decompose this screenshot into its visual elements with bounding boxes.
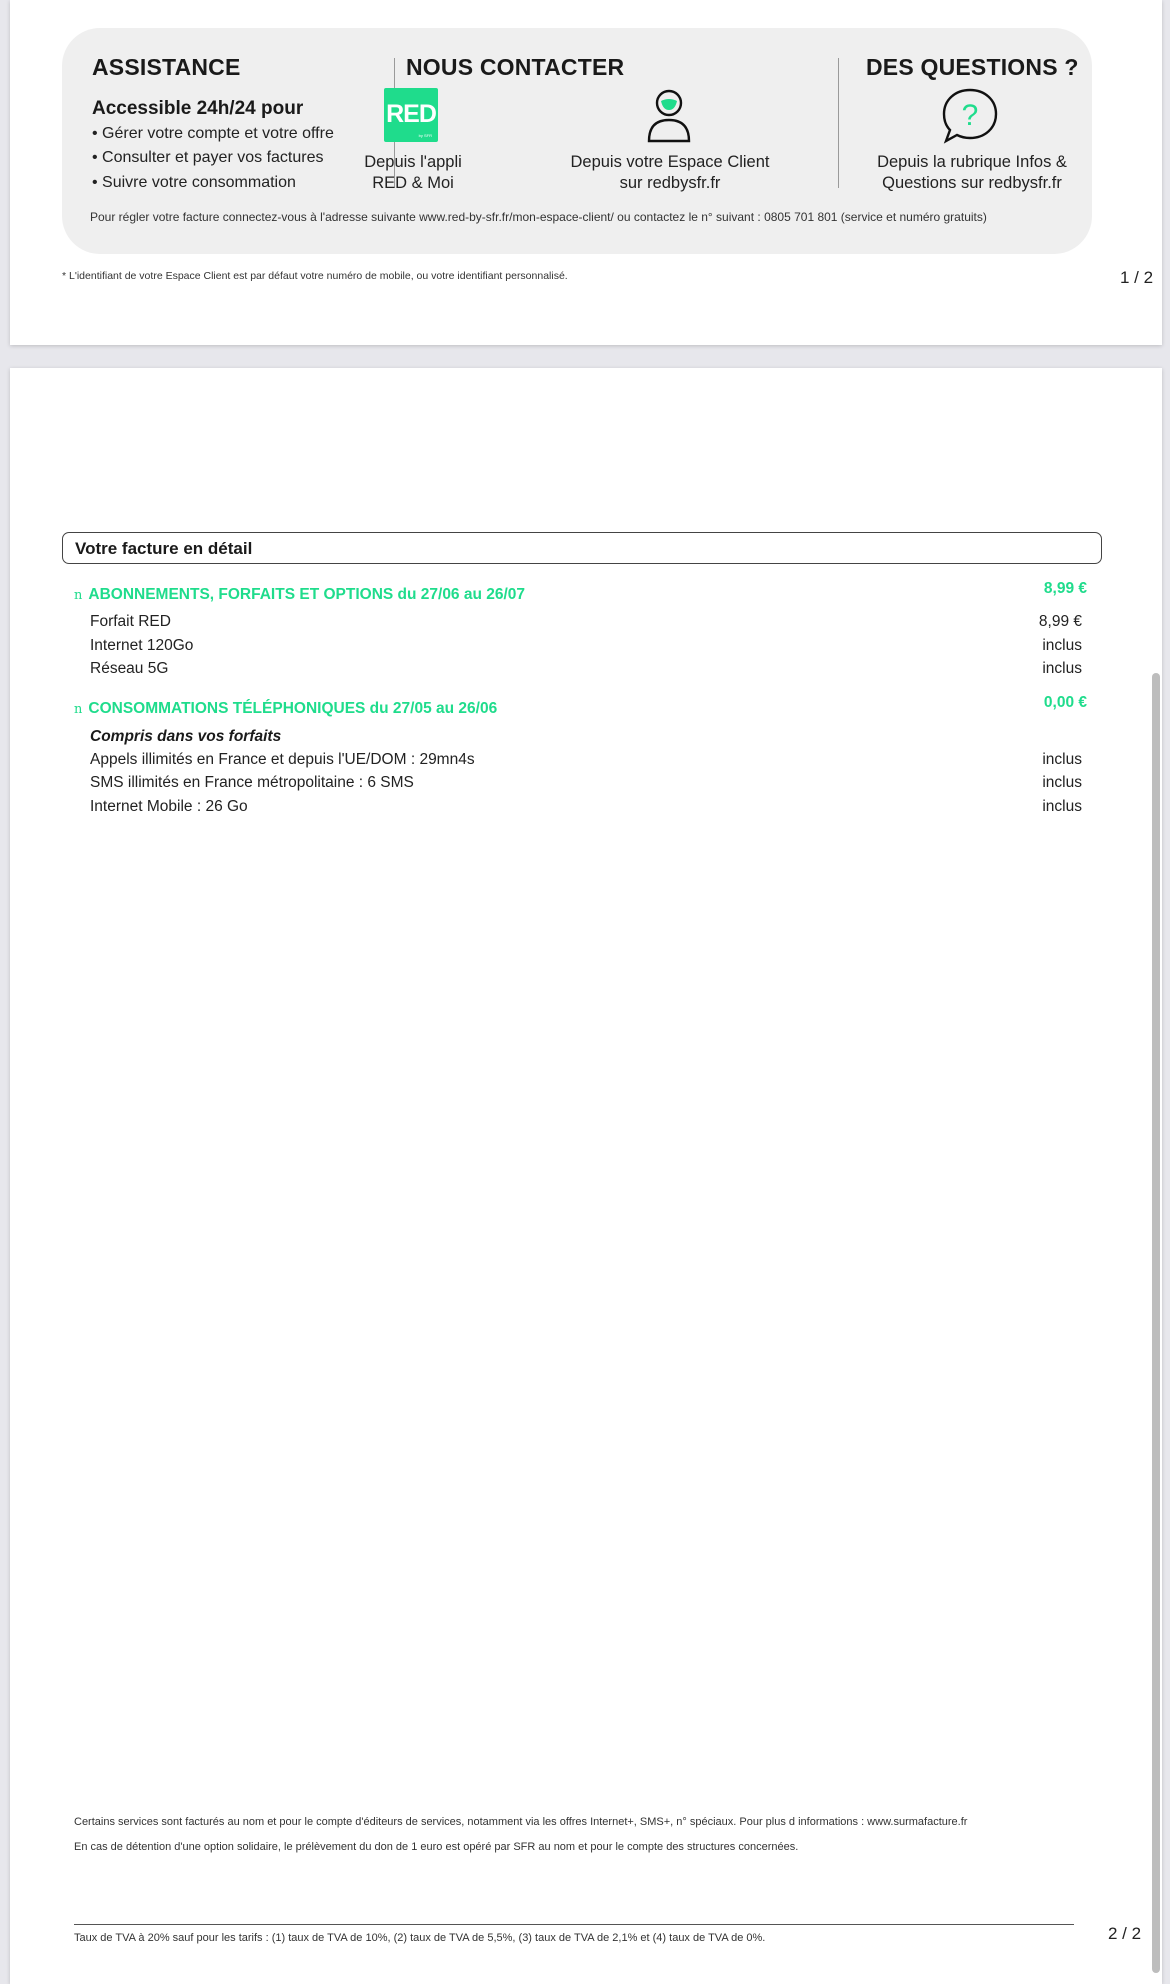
section-subtitle: Compris dans vos forfaits bbox=[90, 728, 282, 745]
line-value: inclus bbox=[1042, 751, 1082, 768]
line-value: inclus bbox=[1042, 660, 1082, 677]
line-label: Appels illimités en France et depuis l'UE/DOM : 29mn4s bbox=[90, 751, 475, 768]
app-caption-line: RED & Moi bbox=[372, 174, 454, 192]
line-label: Forfait RED bbox=[90, 613, 171, 630]
red-logo-small: by SFR bbox=[418, 133, 432, 138]
section-title-text: CONSOMMATIONS TÉLÉPHONIQUES du 27/05 au 26/06 bbox=[88, 700, 498, 717]
invoice-line bbox=[90, 637, 1082, 657]
page-number: 2 / 2 bbox=[1108, 1924, 1142, 1943]
line-label: Réseau 5G bbox=[90, 660, 169, 677]
questions-caption-line: Depuis la rubrique Infos & bbox=[877, 153, 1067, 171]
app-caption-line: Depuis l'appli bbox=[364, 153, 462, 171]
client-space-caption bbox=[552, 152, 788, 194]
line-label: Internet 120Go bbox=[90, 637, 194, 654]
questions-caption-line: Questions sur redbysfr.fr bbox=[882, 174, 1062, 192]
invoice-line bbox=[90, 798, 1082, 818]
detail-title: Votre facture en détail bbox=[75, 539, 253, 558]
scrollbar[interactable] bbox=[1152, 673, 1160, 1973]
invoice-line bbox=[90, 660, 1082, 680]
payment-note: Pour régler votre facture connectez-vous à l'adresse suivante www.red-by-sfr.fr/mon-espace-client/ ou contactez le n° suivant : 0805 701 801 (service et numéro gratuits) bbox=[90, 210, 987, 224]
divider bbox=[74, 1924, 1074, 1925]
contact-title: NOUS CONTACTER bbox=[406, 54, 625, 80]
assistance-box bbox=[62, 28, 1092, 254]
questions-title: DES QUESTIONS ? bbox=[866, 54, 1079, 80]
section-amount: 0,00 € bbox=[1043, 694, 1087, 711]
line-value: inclus bbox=[1042, 774, 1082, 791]
invoice-line bbox=[90, 751, 1082, 771]
detail-header bbox=[62, 532, 1102, 564]
red-app-logo[interactable] bbox=[384, 88, 438, 142]
invoice-line bbox=[90, 613, 1082, 633]
assistance-bullet: • Gérer votre compte et votre offre bbox=[92, 125, 334, 142]
section-marker: n bbox=[74, 702, 83, 717]
section-amount: 8,99 € bbox=[1043, 580, 1087, 597]
section-title bbox=[74, 700, 497, 718]
client-caption-line: Depuis votre Espace Client bbox=[570, 153, 770, 171]
client-caption-line: sur redbysfr.fr bbox=[619, 174, 721, 192]
section-title-text: ABONNEMENTS, FORFAITS ET OPTIONS du 27/06 au 26/07 bbox=[88, 586, 526, 603]
assistance-title: ASSISTANCE bbox=[92, 54, 241, 80]
tva-note: Taux de TVA à 20% sauf pour les tarifs : (1) taux de TVA de 10%, (2) taux de TVA de 5,5%, (3) taux de TVA de 2,1% et (4) taux de TVA de 0%. bbox=[74, 1932, 766, 1944]
invoice-page-1 bbox=[10, 0, 1162, 345]
questions-caption bbox=[862, 152, 1082, 194]
app-caption bbox=[358, 152, 468, 194]
red-logo-text: RED bbox=[386, 100, 436, 128]
line-value: 8,99 € bbox=[1038, 613, 1082, 630]
section-marker: n bbox=[74, 588, 83, 603]
invoice-line bbox=[90, 774, 1082, 794]
page-number: 1 / 2 bbox=[1120, 268, 1154, 287]
user-headset-icon bbox=[644, 86, 694, 144]
assistance-bullet: • Consulter et payer vos factures bbox=[92, 149, 324, 166]
assistance-subtitle: Accessible 24h/24 pour bbox=[92, 98, 304, 119]
legal-note: Certains services sont facturés au nom et pour le compte d'éditeurs de services, notamment via les offres Internet+, SMS+, n° spéciaux. Pour plus d informations : www.surmafacture.fr bbox=[74, 1816, 968, 1828]
svg-text:?: ? bbox=[961, 99, 979, 132]
section-title bbox=[74, 586, 525, 604]
question-bubble-icon bbox=[940, 86, 1000, 146]
legal-note: En cas de détention d'une option solidaire, le prélèvement du don de 1 euro est opéré par SFR au nom et pour le compte des structures concernées. bbox=[74, 1841, 799, 1853]
line-label: Internet Mobile : 26 Go bbox=[90, 798, 248, 815]
line-value: inclus bbox=[1042, 798, 1082, 815]
footnote: * L'identifiant de votre Espace Client est par défaut votre numéro de mobile, ou votre identifiant personnalisé. bbox=[62, 270, 568, 282]
assistance-bullet: • Suivre votre consommation bbox=[92, 174, 296, 191]
line-label: SMS illimités en France métropolitaine : 6 SMS bbox=[90, 774, 414, 791]
invoice-page-2 bbox=[10, 368, 1162, 1984]
column-divider bbox=[838, 58, 839, 188]
line-value: inclus bbox=[1042, 637, 1082, 654]
